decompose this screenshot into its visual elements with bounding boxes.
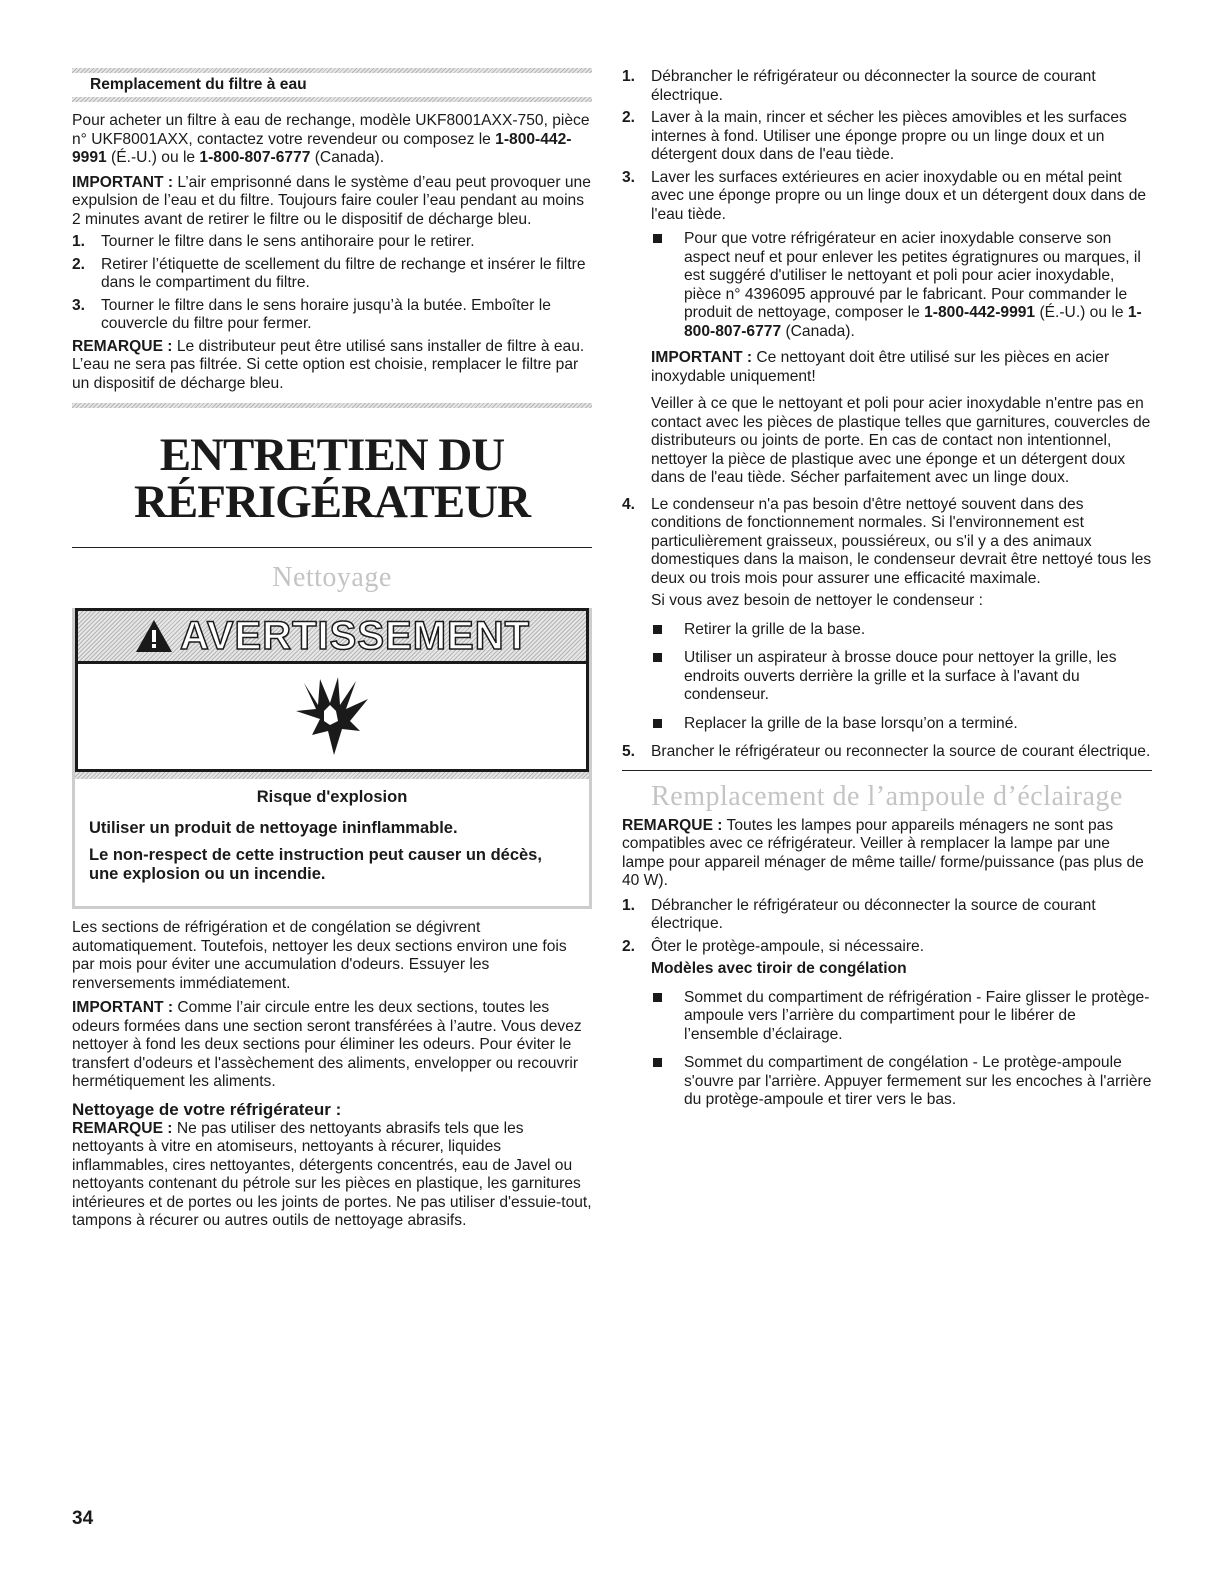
list-item: 5. Brancher le réfrigérateur ou reconnecter la source de courant électrique. [622, 743, 1151, 760]
explosion-icon [290, 675, 374, 759]
water-filter-important: IMPORTANT : L’air emprisonné dans le système d’eau peut provoquer une expulsion de l’eau et du filtre. Toujours faire couler l’eau pendant au moins 2 minutes avant de retirer le filtre ou le dispositif de décharge bleu. [72, 173, 591, 228]
square-bullet-icon [653, 719, 662, 728]
list-item: Pour que votre réfrigérateur en acier inoxydable conserve son aspect neuf et pour enlever les petites égratignures ou marques, il est suggéré d'utiliser le nettoyant et poli pour acier inoxydable, pièce n° 4396095 approuvé par le fabricant. Pour commander le produit de nettoyage, composer le 1-800-442-9991 (É.-U.) ou le 1-800-807-6777 (Canada). [651, 230, 1152, 341]
phone-number-us: 1-800-442-9991 [924, 304, 1036, 321]
list-item: 2. Ôter le protège-ampoule, si nécessaire. Modèles avec tiroir de congélation Sommet du compartiment de réfrigération - Faire glisser le protège-ampoule vers l’arrière du compartiment pour le libérer de l’ensemble d’éclairage. Sommet du compartiment de congélation - Le protège-ampoule s'ouvre par l'arrière. Appuyer fermement sur les encoches à l'arrière du protège-ampoule et tirer vers le bas. [622, 937, 1152, 1108]
bullet-list [651, 621, 1152, 734]
cleaning-steps [622, 68, 1152, 762]
list-item: 3. Laver les surfaces extérieures en acier inoxydable ou en métal peint avec une éponge propre ou un linge doux et un détergent doux dans de l'eau tiède. Pour que votre réfrigérateur en acier inoxydable conserve son aspect neuf et pour enlever les petites égratignures ou marques, il est suggéré d'utiliser le nettoyant et poli pour acier inoxydable, pièce n° 4396095 approuvé par le fabricant. Pour commander le produit de nettoyage, composer le 1-800-442-9991 (É.-U.) ou le 1-800-807-6777 (Canada). IMPORTANT : Ce nettoyant doit être utilisé sur les pièces en acier inoxydable uniquement! Veiller à ce que le nettoyant et poli pour acier inoxydable n'entre pas en contact avec les pièces de plastique telles que garnitures, couvercles de distributeurs ou joints de porte. En cas de contact non intentionnel, nettoyer la pièce de plastique avec une éponge et un détergent doux dans de l'eau tiède. Sécher parfaitement avec un linge doux. [622, 168, 1151, 486]
bullet-list [651, 230, 1152, 341]
square-bullet-icon [653, 234, 662, 243]
water-filter-heading: Remplacement du filtre à eau [90, 76, 307, 93]
phone-number-canada: 1-800-807-6777 [199, 149, 311, 166]
warning-risk: Risque d'explosion [256, 788, 408, 806]
warning-triangle-icon [134, 618, 174, 654]
square-bullet-icon [653, 653, 662, 662]
water-filter-intro: Pour acheter un filtre à eau de rechange, modèle UKF8001AXX-750, pièce n° UKF8001AXX, contactez votre revendeur ou composez le 1-800-442-9991 (É.-U.) ou le 1-800-807-6777 (Canada). [72, 112, 590, 166]
list-item: 3. Tourner le filtre dans le sens horaire jusqu’à la butée. Emboîter le couvercle du filtre pour fermer. [72, 296, 551, 332]
warning-text [75, 779, 589, 906]
phone-number-us: 1-800-442-9991 [72, 130, 572, 166]
cleaning-section-title: Nettoyage [272, 562, 392, 593]
list-item: Utiliser un aspirateur à brosse douce pour nettoyer la grille, les endroits ouverts derrière la grille et la surface à l'avant du condenseur. [651, 649, 1152, 705]
warning-line: Utiliser un produit de nettoyage ininflammable. [89, 819, 458, 837]
cleaning-note: REMARQUE : Ne pas utiliser des nettoyants abrasifs tels que les nettoyants à vitre en atomiseurs, nettoyants à récurer, liquides inflammables, cires nettoyantes, détergents concentrés, eau de Javel ou nettoyants contenant du pétrole sur les pièces en plastique, les garnitures intérieures et de portes ou les joints de portes. Ne pas utiliser d'essuie-tout, tampons à récurer ou autres outils de nettoyage abrasifs. [72, 1119, 592, 1229]
water-filter-note: REMARQUE : Le distributeur peut être utilisé sans installer de filtre à eau. L’eau ne sera pas filtrée. Si cette option est choisie, remplacer le filtre par un dispositif de décharge bleu. [72, 337, 585, 392]
list-item: 2. Retirer l’étiquette de scellement du filtre de rechange et insérer le filtre dans le compartiment du filtre. [72, 255, 586, 291]
condenser-intro: Si vous avez besoin de nettoyer le condenseur : [651, 592, 984, 609]
warning-box [72, 608, 592, 909]
light-bulb-note: REMARQUE : Toutes les lampes pour appareils ménagers ne sont pas compatibles avec ce réfrigérateur. Veiller à remplacer la lampe par une lampe pour appareil ménager de même taille/ forme/puissance (pas plus de 40 W). [622, 816, 1144, 889]
warning-line: Le non-respect de cette instruction peut causer un décès, une explosion ou un incendie. [89, 846, 542, 883]
list-item: 1. Débrancher le réfrigérateur ou déconnecter la source de courant électrique. [622, 896, 1096, 932]
list-item: 2. Laver à la main, rincer et sécher les pièces amovibles et les surfaces internes à fond. Utiliser une éponge propre ou un linge doux et un détergent doux dans de l'eau tiède. [622, 109, 1127, 163]
section-rule [72, 547, 592, 548]
left-column [72, 68, 592, 1231]
hatch-divider [72, 403, 592, 408]
cleaning-intro: Les sections de réfrigération et de congélation se dégivrent automatiquement. Toutefois, nettoyer les deux sections environ une fois par mois pour éviter une accumulation d'odeurs. Essuyer les renversements immédiatement. [72, 919, 567, 992]
list-item: Retirer la grille de la base. [651, 621, 1152, 640]
list-item: Sommet du compartiment de réfrigération - Faire glisser le protège-ampoule vers l’arrière du compartiment pour le libérer de l’ensemble d’éclairage. [651, 989, 1152, 1045]
square-bullet-icon [653, 1058, 662, 1067]
warning-header [75, 608, 589, 664]
water-filter-section [72, 68, 592, 408]
light-bulb-steps [622, 897, 1152, 1110]
list-item: Replacer la grille de la base lorsqu’on a terminé. [651, 715, 1152, 734]
warning-symbol-area [75, 664, 589, 772]
list-item: 1. Tourner le filtre dans le sens antihoraire pour le retirer. [72, 233, 475, 250]
section-rule [622, 770, 1152, 771]
list-item: 1. Débrancher le réfrigérateur ou déconnecter la source de courant électrique. [622, 68, 1096, 104]
list-item: 4. Le condenseur n'a pas besoin d'être nettoyé souvent dans des conditions de fonctionnement normales. Si l'environnement est particulièrement graisseux, poussiéreux, ou s'il y a des animaux domestiques dans la maison, le condenseur devrait être nettoyé tous les deux ou trois mois pour assurer une efficacité maximale. Si vous avez besoin de nettoyer le condenseur : Retirer la grille de la base. Utiliser un aspirateur à brosse douce pour nettoyer la grille, les endroits ouverts derrière la grille et la surface à l'avant du condenseur. Replacer la grille de la base lorsqu’on a terminé. [622, 495, 1152, 732]
square-bullet-icon [653, 993, 662, 1002]
square-bullet-icon [653, 625, 662, 634]
water-filter-steps [72, 233, 592, 334]
page-number: 34 [72, 1508, 94, 1529]
bullet-list [651, 989, 1152, 1110]
steel-caution: Veiller à ce que le nettoyant et poli pour acier inoxydable n'entre pas en contact avec les pièces de plastique telles que garnitures, couvercles de distributeurs ou joints de porte. En cas de contact non intentionnel, nettoyer la pièce de plastique avec une éponge et un détergent doux dans de l'eau tiède. Sécher parfaitement avec un linge doux. [651, 395, 1151, 486]
hatch-divider [72, 97, 592, 102]
list-item: Sommet du compartiment de congélation - Le protège-ampoule s'ouvre par l'arrière. Appuyer fermement sur les encoches à l'arrière du protège-ampoule et tirer vers le bas. [651, 1054, 1152, 1110]
phone-number-canada: 1-800-807-6777 [684, 304, 1142, 340]
cleaning-subheading: Nettoyage de votre réfrigérateur : [72, 1099, 342, 1119]
page-title: ENTRETIEN DU RÉFRIGÉRATEUR [133, 429, 531, 528]
right-column [622, 68, 1152, 1120]
models-heading: Modèles avec tiroir de congélation [651, 960, 907, 977]
warning-signal-word: AVERTISSEMENT [179, 613, 531, 658]
hatch-strip [75, 772, 589, 779]
cleaning-important: IMPORTANT : Comme l’air circule entre les deux sections, toutes les odeurs formées dans une section seront transférées à l’autre. Vous devez nettoyer à fond les deux sections pour éliminer les odeurs. Pour éviter le transfert d'odeurs et l'assèchement des aliments, envelopper ou recouvrir hermétiquement les aliments. [72, 999, 582, 1090]
steel-important: IMPORTANT : Ce nettoyant doit être utilisé sur les pièces en acier inoxydable uniquement! [651, 349, 1110, 385]
light-bulb-section-title: Remplacement de l’ampoule d’éclairage [651, 780, 1123, 812]
